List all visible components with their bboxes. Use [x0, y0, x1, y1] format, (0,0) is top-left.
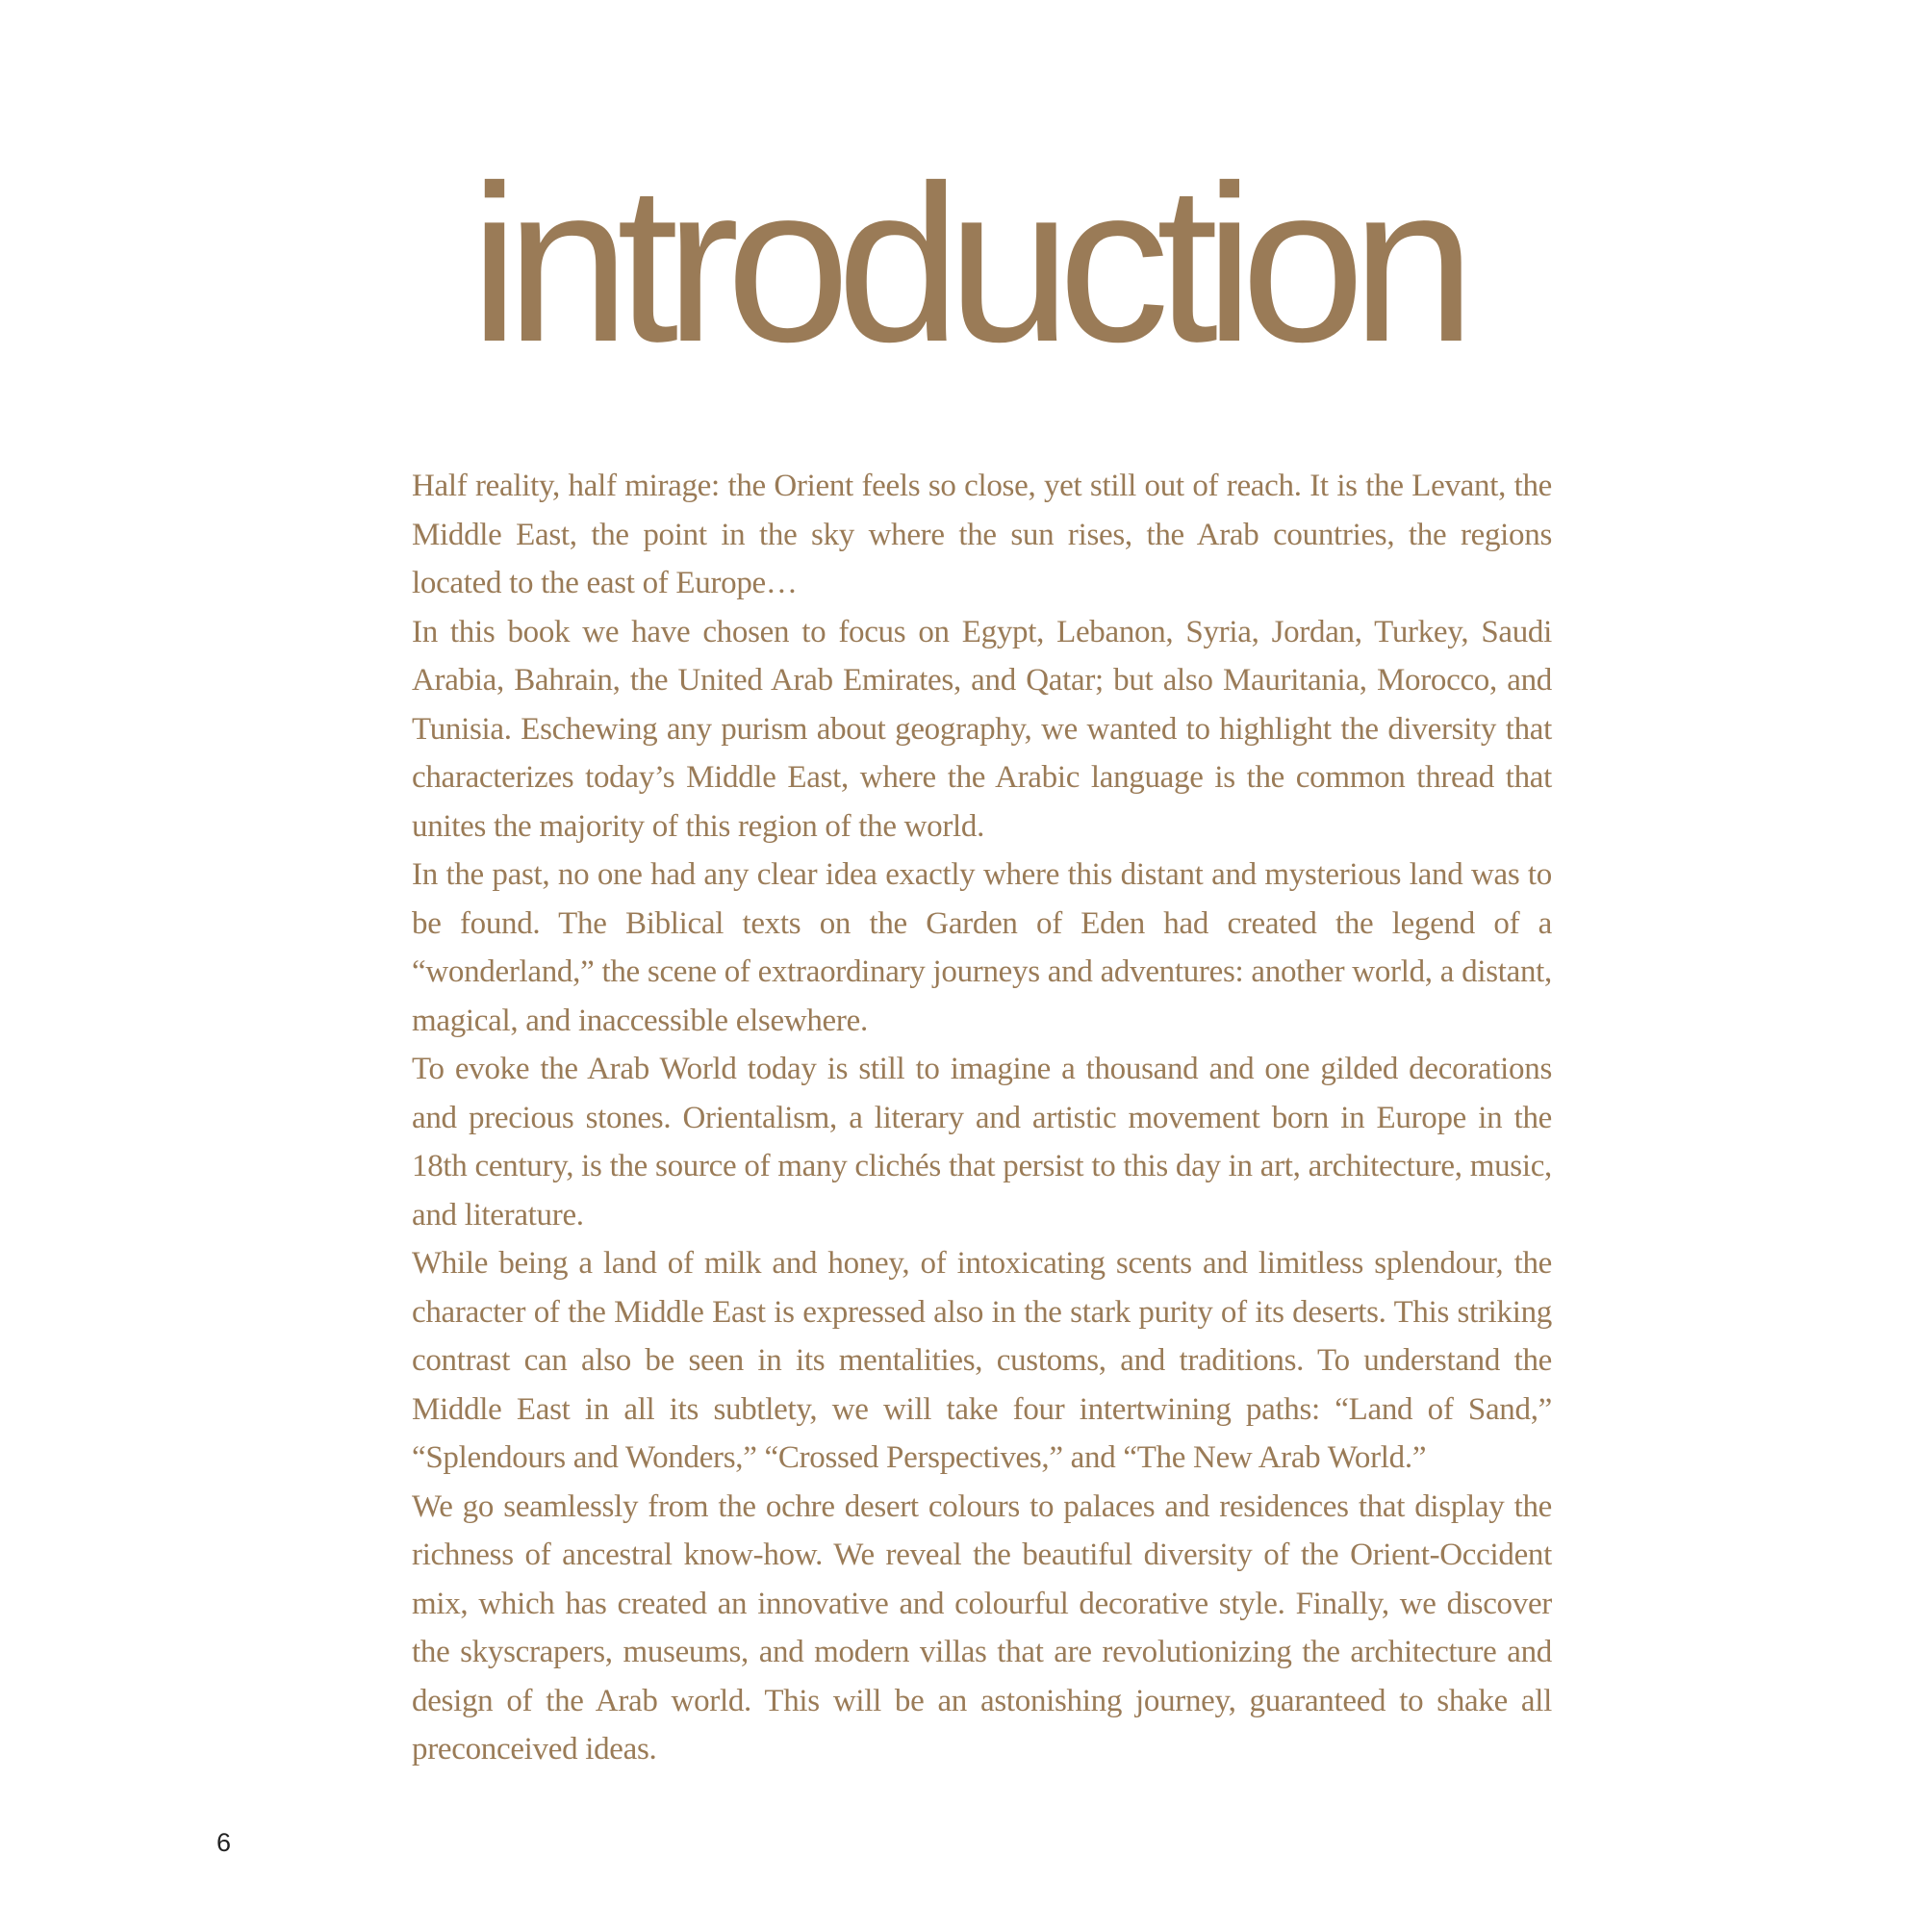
paragraph-3: In the past, no one had any clear idea exactly where this distant and mysterious land was to be found. The Biblical texts on the Garden of Eden had created the legend of a “wonderland,” the scene of extraordinary journeys and adventures: another world, a distant, magical, and inaccessible elsewhere. [412, 857, 1552, 1038]
page-number: 6 [216, 1828, 232, 1857]
page-title: introduction [470, 140, 1462, 389]
paragraph-6: We go seamlessly from the ochre desert colours to palaces and residences that display the richness of ancestral know-how. We reveal the beautiful diversity of the Orient-Occident mix, which has created an innovative and colourful decorative style. Finally, we discover the skyscrapers, museums, and modern villas that are revolutionizing the architecture and design of the Arab world. This will be an astonishing journey, guaranteed to shake all preconceived ideas. [412, 1488, 1552, 1767]
paragraph-1: Half reality, half mirage: the Orient feels so close, yet still out of reach. It is the Levant, the Middle East, the point in the sky where the sun rises, the Arab countries, the regions located to the east of Europe… [412, 469, 1552, 600]
paragraph-2: In this book we have chosen to focus on Egypt, Lebanon, Syria, Jordan, Turkey, Saudi Arabia, Bahrain, the United Arab Emirates, and Qatar; but also Mauritania, Morocco, and Tunisia. Eschewing any purism about geography, we wanted to highlight the diversity that characterizes today’s Middle East, where the Arabic language is the common thread that unites the majority of this region of the world. [412, 614, 1552, 844]
paragraph-4: To evoke the Arab World today is still to imagine a thousand and one gilded decorations and precious stones. Orientalism, a literary and artistic movement born in Europe in the 18th century, is the source of many clichés that persist to this day in art, architecture, music, and literature. [412, 1052, 1552, 1233]
body-text [412, 462, 1552, 1774]
paragraph-5: While being a land of milk and honey, of intoxicating scents and limitless splendour, the character of the Middle East is expressed also in the stark purity of its deserts. This striking contrast can also be seen in its mentalities, customs, and traditions. To understand the Middle East in all its subtlety, we will take four intertwining paths: “Land of Sand,” “Splendours and Wonders,” “Crossed Perspectives,” and “The New Arab World.” [412, 1246, 1552, 1475]
